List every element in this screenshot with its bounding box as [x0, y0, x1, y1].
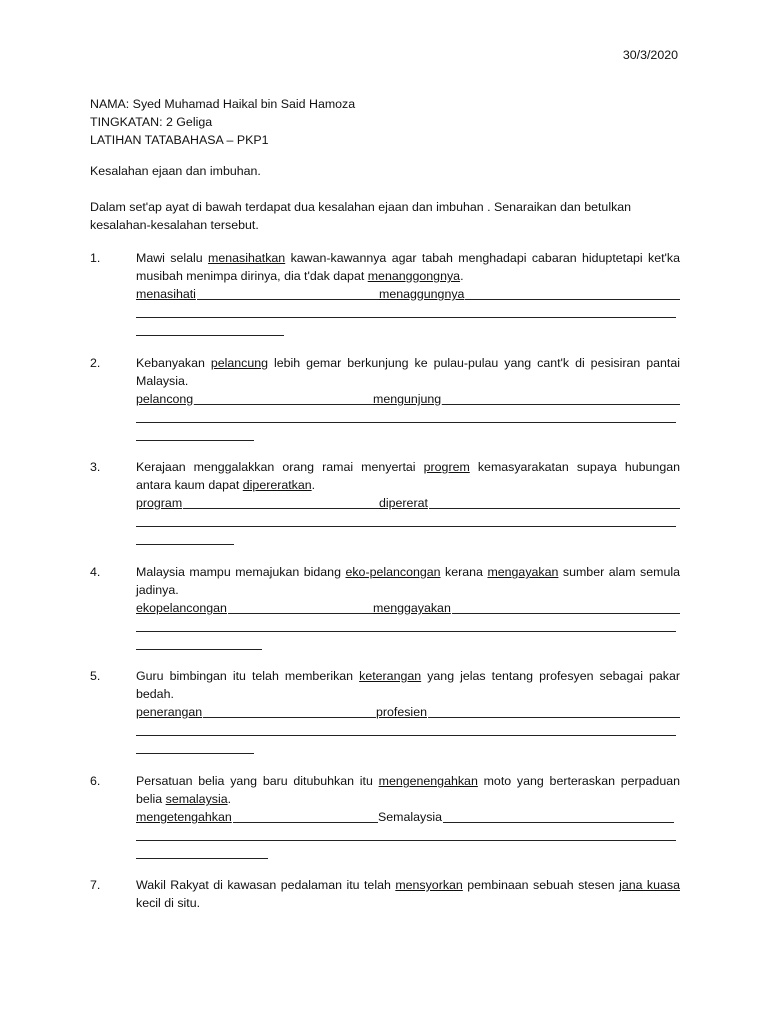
blank-line — [136, 635, 680, 653]
student-header — [90, 95, 355, 149]
question-number: 6. — [90, 774, 101, 788]
answer-line — [136, 599, 680, 617]
answer-1: mengetengahkan — [136, 810, 232, 824]
blank-line — [136, 826, 680, 844]
question-number: 3. — [90, 460, 101, 474]
question-text: Wakil Rakyat di kawasan pedalaman itu telah mensyorkan pembinaan sebuah stesen jana kuasa kecil di situ. — [136, 878, 680, 910]
section-title: Kesalahan ejaan dan imbuhan. — [90, 164, 261, 178]
error-word: pelancung — [210, 356, 269, 370]
answer-line — [136, 390, 680, 408]
answer-2: menaggungnya — [379, 287, 465, 301]
answer-1: ekopelancongan — [136, 601, 227, 615]
error-word: keterangan — [359, 669, 422, 683]
question — [90, 458, 680, 548]
answer-line — [136, 703, 680, 721]
error-word: menanggongnya — [367, 269, 461, 283]
blank-line — [136, 426, 680, 444]
answer-2: menggayakan — [373, 601, 451, 615]
question-number: 7. — [90, 878, 101, 892]
question-number: 4. — [90, 565, 101, 579]
answer-2: Semalaysia — [378, 810, 443, 824]
question — [90, 876, 680, 912]
question-text: Kerajaan menggalakkan orang ramai menyertai progrem kemasyarakatan supaya hubungan antara kaum dapat dipereratkan. — [136, 460, 680, 492]
question — [90, 249, 680, 339]
question — [90, 667, 680, 757]
answer-line — [136, 808, 680, 826]
question-text: Mawi selalu menasihatkan kawan-kawannya agar tabah menghadapi cabaran hiduptetapi ket'ka musibah menimpa dirinya, dia t'dak dapat menanggongnya. — [136, 251, 680, 283]
blank-line — [136, 530, 680, 548]
answer-1: program — [136, 496, 183, 510]
question-number: 1. — [90, 251, 101, 265]
blank-line — [136, 408, 680, 426]
error-word: mensyorkan — [395, 878, 463, 892]
answer-2: mengunjung — [373, 392, 442, 406]
blank-line — [136, 844, 680, 862]
answer-1: pelancong — [136, 392, 194, 406]
error-word: mengayakan — [487, 565, 559, 579]
student-name: NAMA: Syed Muhamad Haikal bin Said Hamoza — [90, 97, 356, 111]
error-word: mengenengahkan — [378, 774, 478, 788]
question-text: Kebanyakan pelancung lebih gemar berkunjung ke pulau-pulau yang cant'k di pesisiran pantai Malaysia. — [136, 356, 680, 388]
question-number: 5. — [90, 669, 101, 683]
answer-2: dipererat — [379, 496, 428, 510]
answer-line — [136, 285, 680, 303]
instruction-text: Dalam set'ap ayat di bawah terdapat dua kesalahan ejaan dan imbuhan . Senaraikan dan betulkan kesalahan-kesalahan tersebut. — [90, 200, 632, 232]
answer-line — [136, 494, 680, 512]
question — [90, 354, 680, 444]
question — [90, 772, 680, 862]
question-text: Persatuan belia yang baru ditubuhkan itu mengenengahkan moto yang berteraskan perpaduan belia semalaysia. — [136, 774, 680, 806]
error-word: eko-pelancongan — [345, 565, 441, 579]
blank-line — [136, 303, 680, 321]
student-class: TINGKATAN: 2 Geliga — [90, 115, 213, 129]
blank-line — [136, 512, 680, 530]
question-text: Guru bimbingan itu telah memberikan keterangan yang jelas tentang profesyen sebagai pakar bedah. — [136, 669, 680, 701]
question — [90, 563, 680, 653]
blank-line — [136, 617, 680, 635]
error-word: menasihatkan — [208, 251, 286, 265]
error-word: semalaysia — [165, 792, 228, 806]
answer-1: menasihati — [136, 287, 196, 301]
answer-2: profesien — [376, 705, 427, 719]
question-number: 2. — [90, 356, 101, 370]
question-text: Malaysia mampu memajukan bidang eko-pelancongan kerana mengayakan sumber alam semula jadinya. — [136, 565, 681, 597]
error-word: progrem — [423, 460, 470, 474]
error-word: jana kuasa — [619, 878, 680, 892]
answer-1: penerangan — [136, 705, 203, 719]
blank-line — [136, 321, 680, 339]
blank-line — [136, 739, 680, 757]
error-word: dipereratkan — [242, 478, 312, 492]
date: 30/3/2020 — [622, 48, 678, 62]
blank-line — [136, 721, 680, 739]
exercise-title: LATIHAN TATABAHASA – PKP1 — [90, 133, 269, 147]
